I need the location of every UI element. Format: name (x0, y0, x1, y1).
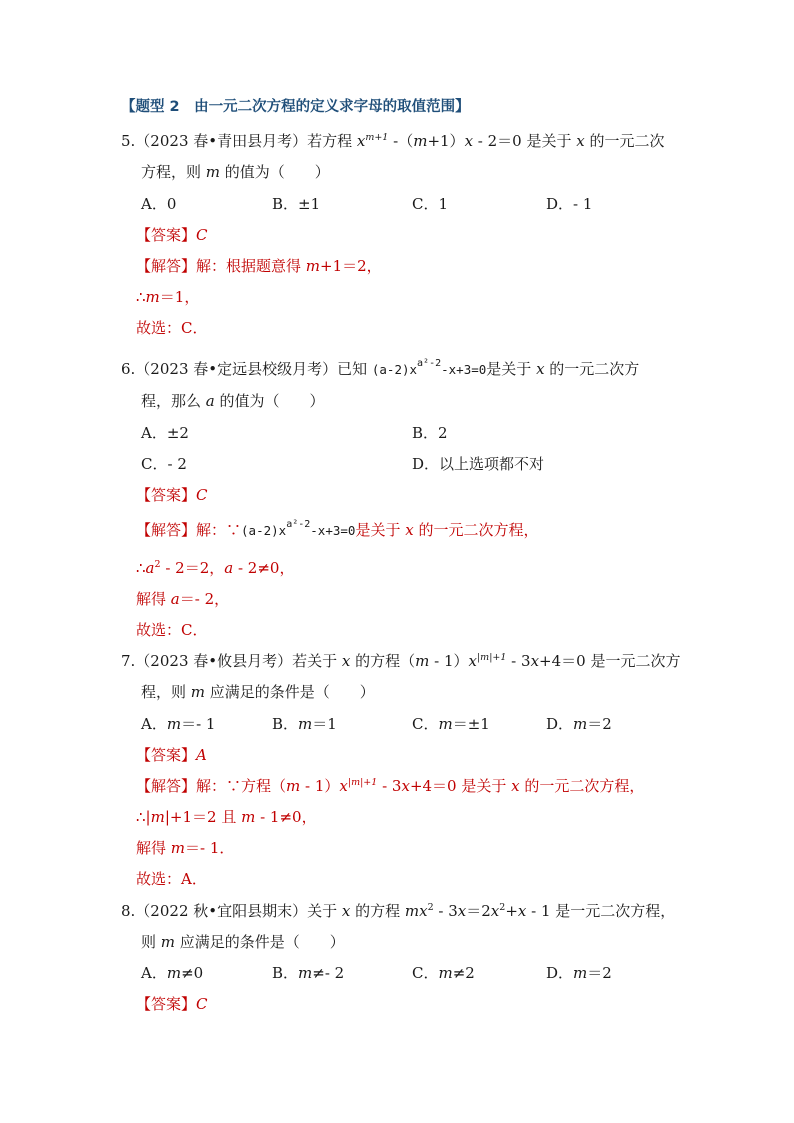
text: D． (546, 715, 574, 733)
text: 6.（2023 春•定远县校级月考）已知 (121, 360, 372, 378)
text: A． (141, 715, 167, 733)
q7-solution-line1 (136, 776, 644, 796)
text: - 1） (300, 777, 340, 795)
q7-answer (136, 745, 207, 765)
q8-option-d (546, 963, 612, 983)
answer-label: 【答案】 (136, 226, 197, 244)
var-x: x (490, 902, 500, 920)
text: ＝- 2， (179, 590, 230, 608)
text: ＝- 1． (185, 839, 235, 857)
q6-solution-line1 (136, 520, 538, 541)
section-heading: 【题型 2 由一元二次方程的定义求字母的取值范围】 (121, 99, 470, 115)
var-a: a (224, 559, 234, 577)
q7-option-d (546, 714, 612, 734)
var-x: x (341, 652, 351, 670)
text: |+1＝2 且 (164, 808, 242, 826)
answer-label: 【答案】 (136, 746, 197, 764)
text: ＝2 (587, 715, 612, 733)
q7-solution-line2 (136, 807, 317, 827)
var-x: x (457, 902, 467, 920)
q5-solution-line2 (136, 287, 199, 307)
q5-stem-line2 (141, 162, 330, 182)
text: ＝1， (159, 288, 200, 306)
var-m: m (298, 715, 313, 733)
var-a: a (145, 559, 155, 577)
solution-label: 【解答】 (136, 777, 197, 795)
text: - 1 是一元二次方程， (526, 902, 676, 920)
var-m: m (241, 808, 256, 826)
text: - 3 (433, 902, 458, 920)
q6-option-c: C．- 2 (141, 455, 187, 473)
answer-label: 【答案】 (136, 995, 197, 1013)
var-x: x (468, 652, 477, 670)
q6-stem-line1 (121, 359, 639, 380)
text: ＝2 (466, 902, 491, 920)
var-mx: mx (404, 902, 428, 920)
text: + (505, 902, 518, 920)
var-m: m (573, 964, 588, 982)
q8-option-b (272, 963, 344, 983)
text: - 3 (377, 777, 402, 795)
q7-option-b (272, 714, 337, 734)
text: B． (272, 964, 299, 982)
q7-options (0, 714, 794, 734)
var-m: m (160, 933, 176, 951)
text: 5.（2023 春•青田县月考）若方程 (121, 132, 357, 150)
exponent: 2 (427, 902, 434, 913)
q8-stem-line2 (141, 932, 345, 952)
text: 的一元二次方程， (519, 777, 645, 795)
text: ＝1 (312, 715, 337, 733)
text: - 2＝2， (160, 559, 225, 577)
text: C． (412, 964, 439, 982)
var-m: m (438, 715, 453, 733)
text: +1） (427, 132, 465, 150)
var-m: m (305, 257, 321, 275)
text: ≠0 (181, 964, 204, 982)
var-x: x (341, 902, 351, 920)
q5-stem-line1 (121, 131, 665, 151)
q5-option-a: A．0 (141, 195, 177, 213)
text: D． (546, 964, 574, 982)
text: - 2＝0 是关于 (473, 132, 577, 150)
q6-options-row2 (0, 454, 794, 474)
text: ∴ (136, 559, 146, 577)
formula-exponent: a²-2 (417, 358, 442, 369)
text: 7.（2023 春•攸县月考）若关于 (121, 652, 342, 670)
text: +4＝0 是一元二次方 (539, 652, 681, 670)
var-x: x (511, 777, 520, 795)
text: 是关于 (486, 360, 537, 378)
formula: -x+3=0 (310, 523, 356, 538)
var-m: m (190, 683, 206, 701)
var-m: m (415, 652, 430, 670)
q5-solution-line1 (136, 256, 382, 276)
text: 的一元二次 (584, 132, 665, 150)
text: ≠- 2 (312, 964, 345, 982)
formula: (a-2)x (371, 362, 418, 377)
text: +4＝0 是关于 (409, 777, 512, 795)
q5-answer (136, 225, 208, 245)
solution-label: 【解答】 (136, 521, 197, 539)
q5-option-c: C．1 (412, 195, 449, 213)
text: ∴| (136, 808, 151, 826)
var-m: m (150, 808, 165, 826)
var-x: x (517, 902, 527, 920)
exponent: |m|+1 (347, 777, 378, 788)
var-m: m (166, 964, 182, 982)
q8-stem-line1 (121, 901, 675, 921)
exponent: 2 (154, 559, 161, 570)
text: 的方程（ (350, 652, 416, 670)
formula-exponent: a²-2 (286, 519, 311, 530)
text: +1＝2， (320, 257, 382, 275)
answer-label: 【答案】 (136, 486, 197, 504)
var-m: m (205, 163, 221, 181)
var-x: x (576, 132, 585, 150)
text: 应满足的条件是（ ） (175, 933, 345, 951)
q5-options (0, 194, 794, 214)
q5-option-d: D．- 1 (546, 195, 593, 213)
q6-option-d: D．以上选项都不对 (412, 455, 545, 473)
var-x: x (356, 132, 366, 150)
text: 方程，则 (141, 163, 206, 181)
var-m: m (145, 288, 160, 306)
text: ≠2 (452, 964, 475, 982)
text: - 1≠0， (255, 808, 317, 826)
formula: (a-2)x (241, 523, 287, 538)
solution-label: 【解答】 (136, 257, 197, 275)
q8-answer (136, 994, 208, 1014)
q7-stem-line1 (121, 651, 680, 671)
var-x: x (464, 132, 474, 150)
text: 解：∵方程（ (196, 777, 287, 795)
q7-solution-line3 (136, 838, 234, 858)
text: 的值为（ ） (214, 392, 325, 410)
text: 程，则 (141, 683, 191, 701)
text: 解：∵ (196, 521, 242, 539)
exponent: 2 (499, 902, 506, 913)
text: -（ (388, 132, 414, 150)
q7-stem-line2 (141, 682, 375, 702)
var-x: x (405, 521, 414, 539)
var-m: m (166, 715, 182, 733)
text: 解：根据题意得 (196, 257, 306, 275)
q6-option-b: B．2 (412, 424, 448, 442)
q7-option-c (412, 714, 490, 734)
q8-option-c (412, 963, 475, 983)
var-a: a (205, 392, 215, 410)
exponent: |m|+1 (476, 652, 507, 663)
var-m: m (438, 964, 453, 982)
q6-solution-line4: 故选：C． (136, 621, 208, 639)
text: 的值为（ ） (220, 163, 330, 181)
text: 解得 (136, 590, 171, 608)
answer-value: A (196, 746, 207, 764)
exponent: m+1 (365, 132, 389, 143)
text: 程，那么 (141, 392, 206, 410)
var-x: x (536, 360, 545, 378)
text: C． (412, 715, 439, 733)
text: 应满足的条件是（ ） (205, 683, 375, 701)
text: 的一元二次方 (544, 360, 640, 378)
var-m: m (286, 777, 301, 795)
text: - 2≠0， (233, 559, 295, 577)
q7-solution-line4: 故选：A． (136, 870, 207, 888)
text: B． (272, 715, 299, 733)
text: A． (141, 964, 167, 982)
var-a: a (170, 590, 180, 608)
q5-solution-line3: 故选：C． (136, 319, 208, 337)
q6-solution-line3 (136, 589, 229, 609)
answer-value: C (196, 226, 208, 244)
text: ＝- 1 (181, 715, 216, 733)
q8-option-a (141, 963, 203, 983)
var-m: m (170, 839, 186, 857)
text: 8.（2022 秋•宜阳县期末）关于 (121, 902, 342, 920)
text: 的一元二次方程， (413, 521, 539, 539)
q5-option-b: B．±1 (272, 195, 321, 213)
text: ∴ (136, 288, 146, 306)
var-x: x (401, 777, 410, 795)
text: ＝±1 (452, 715, 490, 733)
q6-options-row1 (0, 423, 794, 443)
text: 解得 (136, 839, 171, 857)
var-x: x (339, 777, 348, 795)
q6-solution-line2 (136, 558, 294, 578)
text: - 3 (506, 652, 531, 670)
text: 的方程 (350, 902, 405, 920)
text: 则 (141, 933, 161, 951)
formula: -x+3=0 (441, 362, 487, 377)
var-m: m (298, 964, 313, 982)
q8-options (0, 963, 794, 983)
var-x: x (530, 652, 540, 670)
answer-value: C (196, 995, 208, 1013)
q6-option-a: A．±2 (141, 424, 189, 442)
var-m: m (413, 132, 428, 150)
text: ＝2 (587, 964, 612, 982)
var-m: m (573, 715, 588, 733)
text: - 1） (429, 652, 469, 670)
q7-option-a (141, 714, 215, 734)
answer-value: C (196, 486, 208, 504)
q6-answer (136, 485, 208, 505)
q6-stem-line2 (141, 391, 325, 411)
text: 是关于 (355, 521, 406, 539)
